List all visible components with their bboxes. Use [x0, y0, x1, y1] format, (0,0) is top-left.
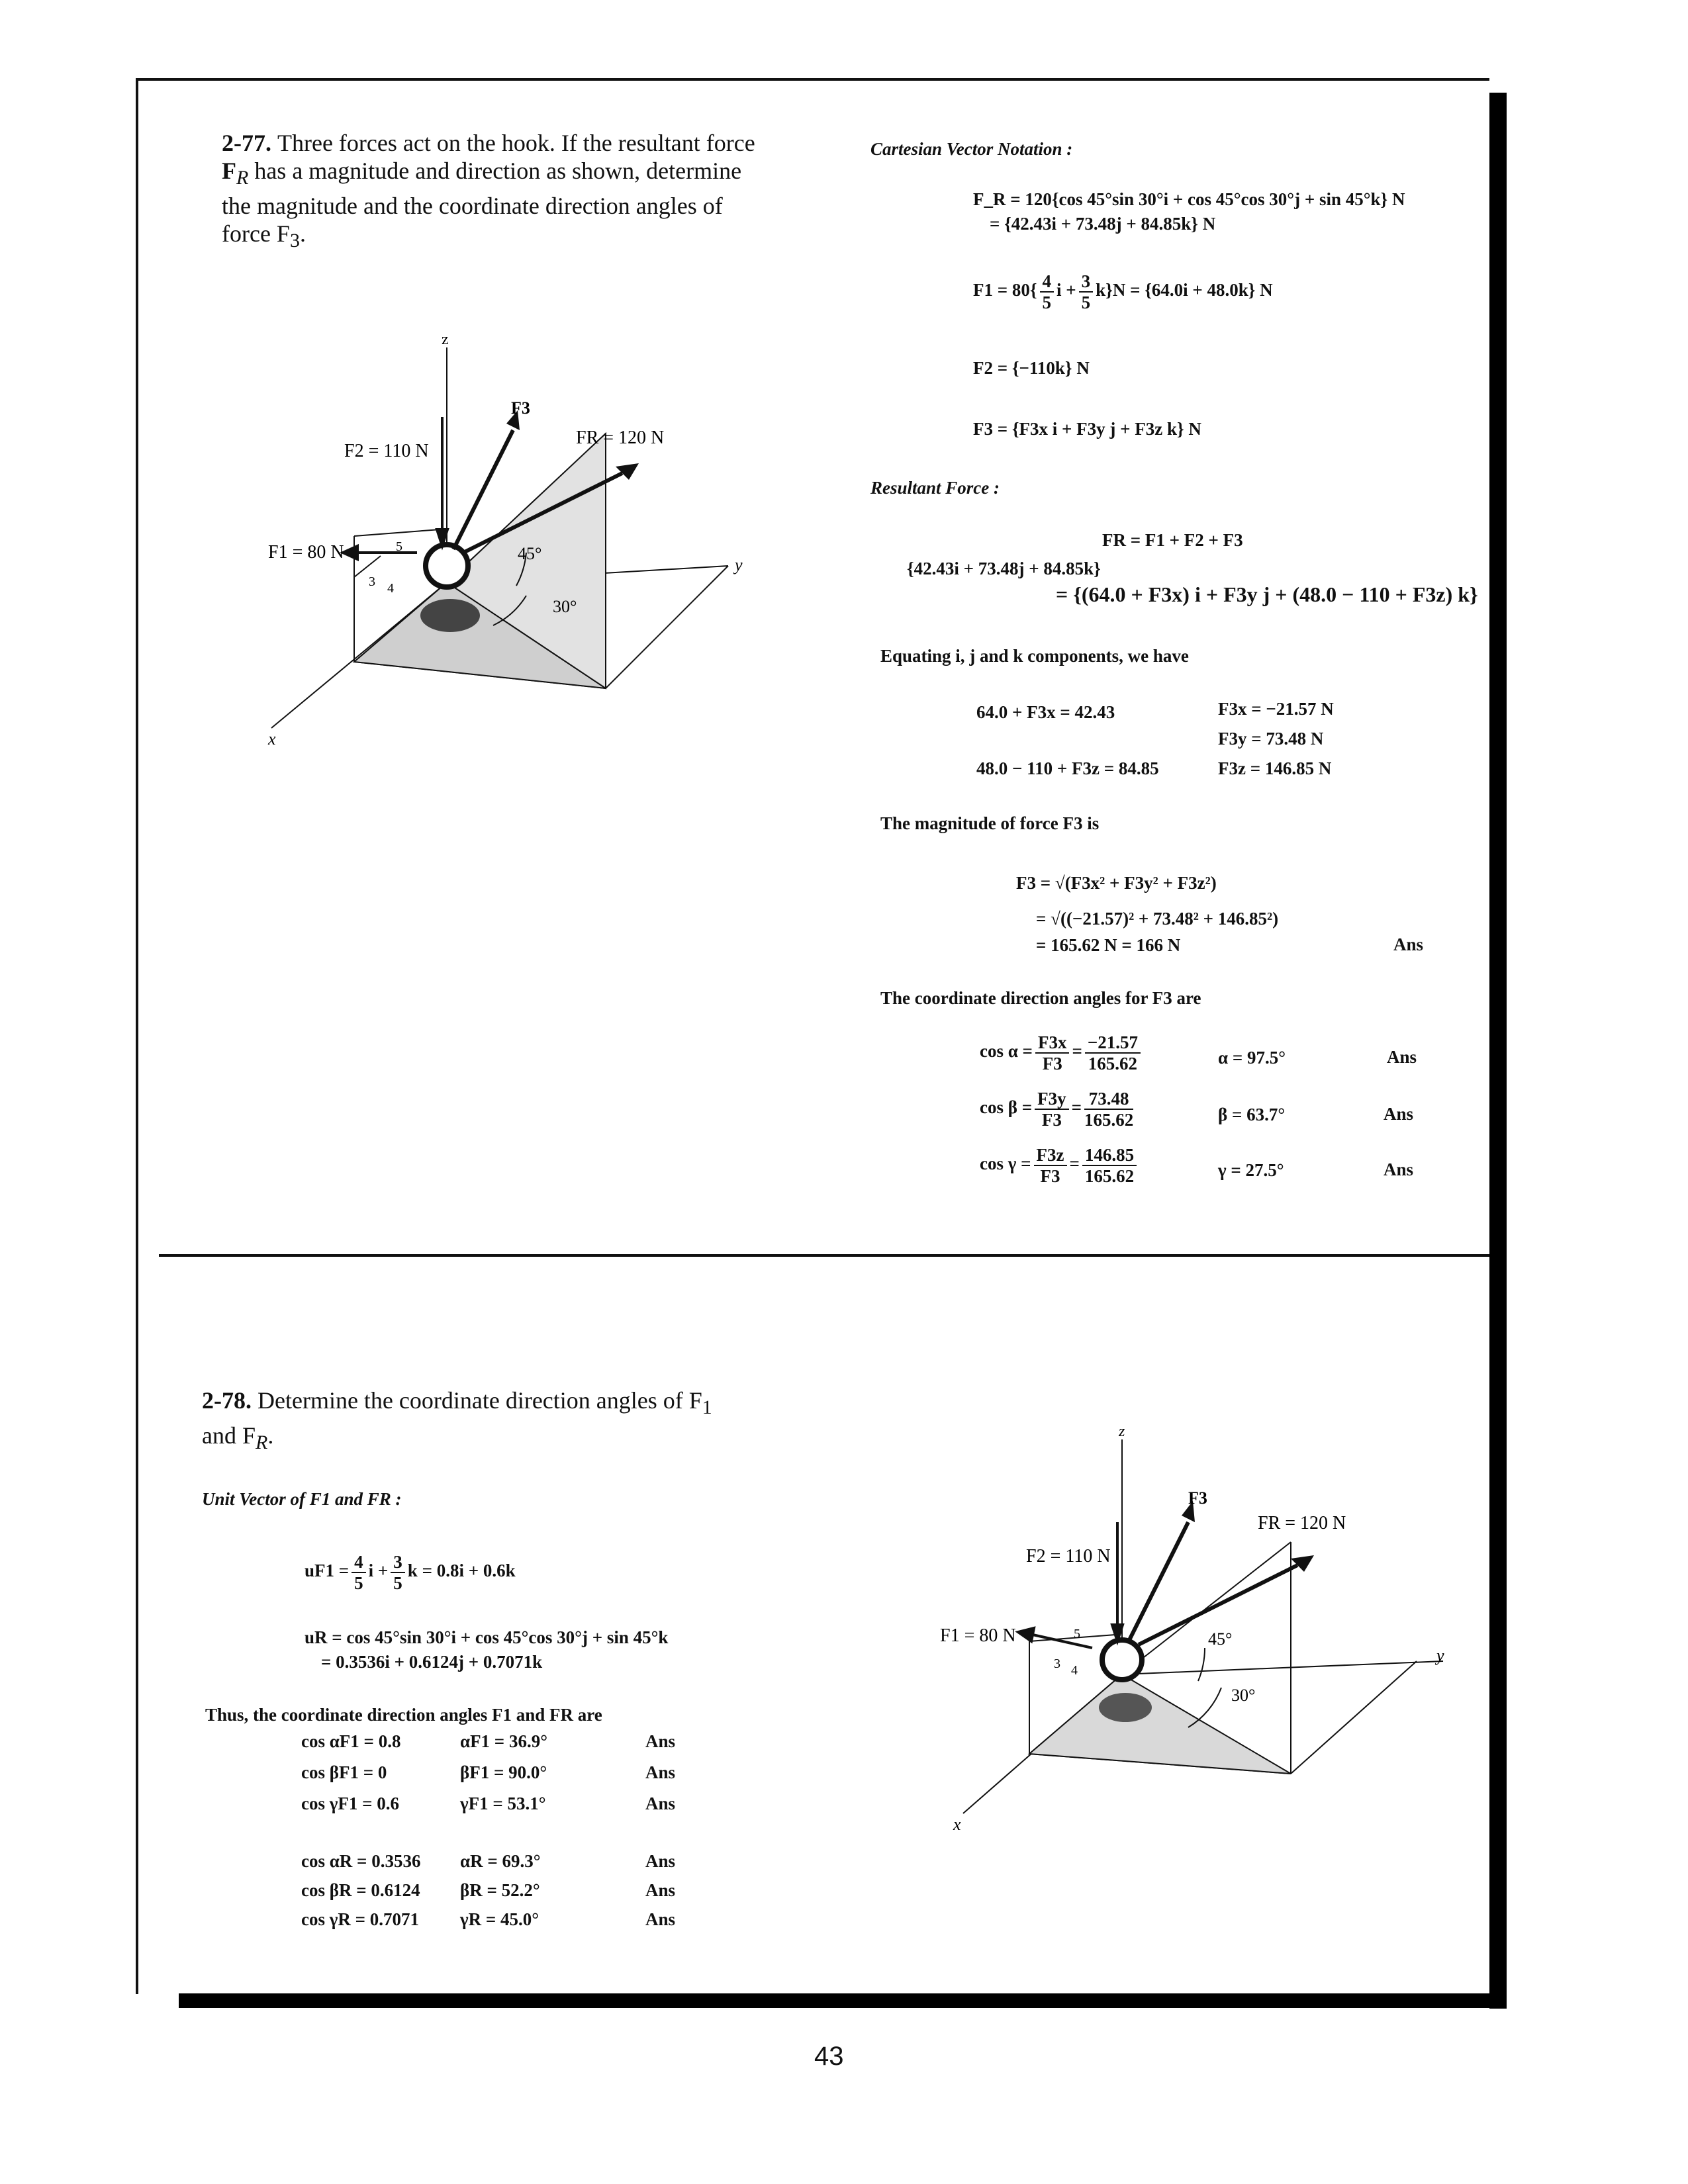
cos-alpha-line	[980, 1032, 1143, 1073]
alpha-result: α = 97.5°	[1218, 1048, 1286, 1068]
answer-marker: Ans	[645, 1762, 676, 1782]
fraction	[1035, 1032, 1070, 1073]
z-label: z	[442, 331, 449, 348]
subscript: 1	[702, 1396, 712, 1419]
heading-unit-vector: Unit Vector of F1 and FR :	[202, 1489, 402, 1509]
cos-value: cos βR = 0.6124	[301, 1880, 420, 1900]
angle-value: βF1 = 90.0°	[460, 1762, 547, 1782]
fraction-num: 73.48	[1084, 1089, 1133, 1110]
statement-line	[202, 1422, 798, 1457]
f1-vector-line: F1 = 80{ $\frac{4}{5}$ i + $\frac{3}{5}$ k}N = {64.0i + 48.0k} N	[973, 271, 1273, 312]
equation-x: 64.0 + F3x = 42.43	[976, 702, 1115, 722]
fr-vector-line-2: = {42.43i + 73.48j + 84.85k} N	[990, 214, 1216, 234]
fraction-num: 3	[391, 1552, 405, 1573]
problem-2-78-statement	[202, 1387, 798, 1457]
f1-end: k	[1096, 280, 1106, 300]
f2-label: F2 = 110 N	[1026, 1546, 1111, 1567]
page-border-bottom	[179, 1993, 1507, 2008]
statement-text: and F	[202, 1422, 256, 1449]
ratio-4-label: 4	[387, 581, 394, 596]
answer-marker: Ans	[1387, 1047, 1417, 1067]
f2-label: F2 = 110 N	[344, 441, 429, 461]
statement-text: Three forces act on the hook. If the resultant force	[277, 130, 755, 156]
resultant-line-2: {42.43i + 73.48j + 84.85k}	[907, 559, 1101, 578]
angle-value: αR = 69.3°	[460, 1851, 541, 1871]
angle-row	[301, 1880, 712, 1909]
angle-row	[301, 1909, 712, 1938]
angle-row	[301, 1850, 712, 1880]
equals: =	[1069, 1154, 1080, 1174]
subscript: 3	[289, 230, 300, 252]
statement-text: Determine the coordinate direction angles of F	[258, 1387, 702, 1414]
f3-label: F3	[511, 398, 530, 418]
angle-row	[301, 1793, 712, 1824]
u-r-line-2: = 0.3536i + 0.6124j + 0.7071k	[321, 1652, 543, 1672]
f2-vector-line: F2 = {−110k} N	[973, 358, 1090, 378]
fraction-den: F3	[1042, 1054, 1062, 1073]
fr-arrowhead	[616, 463, 639, 480]
angle-30-label: 30°	[1231, 1686, 1256, 1705]
answer-marker: Ans	[645, 1794, 676, 1813]
answer-marker: Ans	[645, 1851, 676, 1871]
u-f1-line	[305, 1552, 516, 1593]
cos-value: cos γR = 0.7071	[301, 1909, 420, 1929]
fraction-num: F3z	[1034, 1145, 1067, 1166]
fraction	[1082, 1145, 1137, 1186]
fraction	[352, 1552, 366, 1593]
f1-left: F1 = 80	[973, 280, 1030, 300]
equation-z: 48.0 − 110 + F3z = 84.85	[976, 758, 1159, 778]
hook-base	[1099, 1693, 1152, 1722]
ratio-3-label: 3	[369, 574, 375, 589]
x-label: x	[953, 1815, 961, 1834]
hook-ring	[426, 545, 468, 587]
f3-label: F3	[1188, 1488, 1207, 1508]
equals: =	[1072, 1041, 1082, 1062]
angle-30-label: 30°	[553, 597, 577, 616]
answer-marker: Ans	[645, 1880, 676, 1900]
statement-line	[202, 1387, 798, 1422]
cos-label: cos α =	[980, 1041, 1033, 1062]
magnitude-intro: The magnitude of force F3 is	[880, 813, 1100, 833]
angle-row	[301, 1731, 712, 1762]
f1-right: N = {64.0i + 48.0k} N	[1112, 280, 1273, 300]
fraction-den: 165.62	[1088, 1054, 1138, 1073]
angle-arc-45	[1198, 1648, 1205, 1681]
u-left: uF1 =	[305, 1561, 350, 1581]
angle-value: αF1 = 36.9°	[460, 1731, 547, 1751]
equals: =	[1071, 1097, 1082, 1118]
hook-base	[420, 599, 480, 632]
gamma-result: γ = 27.5°	[1218, 1160, 1284, 1180]
thus-text: Thus, the coordinate direction angles F1 and FR are	[205, 1705, 602, 1725]
u-end: k = 0.8i + 0.6k	[407, 1561, 516, 1581]
resultant-line-3: = {(64.0 + F3x) i + F3y j + (48.0 − 110 + F3z) k}	[1056, 582, 1478, 606]
fraction-den: 5	[1081, 293, 1091, 312]
angle-value: βR = 52.2°	[460, 1880, 540, 1900]
cos-value: cos βF1 = 0	[301, 1762, 387, 1782]
result-f3y: F3y = 73.48 N	[1218, 729, 1324, 749]
fraction-den: 5	[1042, 293, 1052, 312]
f1-label: F1 = 80 N	[268, 542, 344, 563]
fraction	[1085, 1032, 1141, 1073]
angle-value: γR = 45.0°	[460, 1909, 539, 1929]
hook-ring	[1102, 1640, 1142, 1680]
cos-value: cos αF1 = 0.8	[301, 1731, 401, 1751]
statement-text: .	[267, 1422, 274, 1449]
page-border-left	[136, 78, 138, 1994]
ratio-4-label: 4	[1071, 1663, 1078, 1678]
subscript: R	[236, 167, 249, 189]
angles-intro: The coordinate direction angles for F3 are	[880, 988, 1201, 1008]
fraction-num: 3	[1079, 271, 1094, 293]
problem-2-77-statement	[222, 129, 804, 255]
angle-row	[301, 1762, 712, 1793]
fraction	[391, 1552, 405, 1593]
subscript: R	[256, 1432, 268, 1454]
y-label: y	[735, 555, 743, 574]
statement-line	[222, 220, 804, 255]
result-f3z: F3z = 146.85 N	[1218, 758, 1332, 778]
page-border-right	[1489, 93, 1507, 2009]
page-border-top	[136, 78, 1489, 81]
answer-marker: Ans	[645, 1909, 676, 1929]
cos-value: cos αR = 0.3536	[301, 1851, 421, 1871]
fraction-num: 146.85	[1082, 1145, 1137, 1166]
f1-arrowhead	[1018, 1628, 1034, 1641]
hook-force-diagram-1	[252, 331, 781, 754]
fraction	[1079, 271, 1094, 312]
magnitude-line-2: = √((−21.57)² + 73.48² + 146.85²)	[1036, 909, 1279, 929]
result-f3x: F3x = −21.57 N	[1218, 699, 1334, 719]
fraction-num: −21.57	[1085, 1032, 1141, 1054]
fraction-den: F3	[1041, 1110, 1062, 1130]
f1-arrowhead	[343, 546, 357, 559]
statement-text: force F	[222, 220, 290, 248]
fraction-den: 165.62	[1084, 1110, 1134, 1130]
ratio-5-label: 5	[396, 539, 402, 554]
fr-arrowhead	[1291, 1555, 1314, 1572]
page-number: 43	[814, 2042, 844, 2071]
fr-vector-line-1: F_R = 120{cos 45°sin 30°i + cos 45°cos 30°j + sin 45°k} N	[973, 189, 1405, 209]
angle-value: γF1 = 53.1°	[460, 1794, 546, 1813]
beta-result: β = 63.7°	[1218, 1105, 1286, 1124]
cos-beta-line	[980, 1089, 1136, 1130]
answer-marker: Ans	[645, 1731, 676, 1751]
f1-mid: i +	[1056, 280, 1076, 300]
magnitude-line-3: = 165.62 N = 166 N	[1036, 935, 1181, 955]
y-axis	[1122, 1661, 1443, 1674]
fraction	[1035, 1089, 1069, 1130]
statement-text: .	[299, 220, 306, 248]
symbol-f: F	[222, 158, 236, 184]
hook-force-diagram-2	[927, 1423, 1456, 1846]
fraction-num: 4	[352, 1552, 366, 1573]
fraction-num: F3x	[1035, 1032, 1070, 1054]
fraction	[1084, 1089, 1133, 1130]
fraction-num: F3y	[1035, 1089, 1069, 1110]
statement-line	[222, 157, 804, 192]
resultant-line-1: FR = F1 + F2 + F3	[1102, 530, 1243, 550]
fraction-num: 4	[1040, 271, 1055, 293]
ratio-3-label: 3	[1054, 1657, 1060, 1671]
ratio-5-label: 5	[1074, 1627, 1080, 1641]
fr-label: FR = 120 N	[576, 428, 665, 448]
answer-marker: Ans	[1393, 934, 1424, 954]
angle-45-label: 45°	[1208, 1629, 1233, 1649]
problem-divider	[159, 1254, 1489, 1257]
cos-gamma-line	[980, 1145, 1139, 1186]
fraction-den: 5	[354, 1573, 363, 1593]
answer-marker: Ans	[1383, 1160, 1414, 1179]
fraction-den: 165.62	[1084, 1166, 1135, 1186]
statement-text: has a magnitude and direction as shown, determine	[248, 158, 742, 184]
fraction-den: F3	[1040, 1166, 1060, 1186]
cos-value: cos γF1 = 0.6	[301, 1794, 399, 1813]
fraction	[1034, 1145, 1067, 1186]
z-label: z	[1119, 1423, 1125, 1440]
heading-cartesian-vector-notation: Cartesian Vector Notation :	[870, 139, 1073, 159]
cos-label: cos γ =	[980, 1154, 1031, 1174]
magnitude-line-1: F3 = √(F3x² + F3y² + F3z²)	[1016, 873, 1217, 893]
x-label: x	[268, 729, 276, 749]
fr-label: FR = 120 N	[1258, 1513, 1346, 1533]
u-mid: i +	[368, 1561, 389, 1581]
y-label: y	[1436, 1646, 1444, 1665]
statement-line: the magnitude and the coordinate direction angles of	[222, 193, 723, 220]
equating-components-text: Equating i, j and k components, we have	[880, 646, 1189, 666]
f1-label: F1 = 80 N	[940, 1625, 1016, 1646]
answer-marker: Ans	[1383, 1104, 1414, 1124]
angles-table	[301, 1731, 712, 1938]
fraction-den: 5	[393, 1573, 402, 1593]
fraction	[1040, 271, 1055, 312]
angle-45-label: 45°	[518, 544, 542, 563]
u-r-line-1: uR = cos 45°sin 30°i + cos 45°cos 30°j + sin 45°k	[305, 1627, 669, 1647]
statement-line	[222, 129, 804, 157]
cos-label: cos β =	[980, 1097, 1033, 1118]
f3-vector-line: F3 = {F3x i + F3y j + F3z k} N	[973, 419, 1201, 439]
problem-number: 2-78.	[202, 1387, 252, 1414]
heading-resultant-force: Resultant Force :	[870, 478, 1000, 498]
problem-number: 2-77.	[222, 130, 271, 156]
